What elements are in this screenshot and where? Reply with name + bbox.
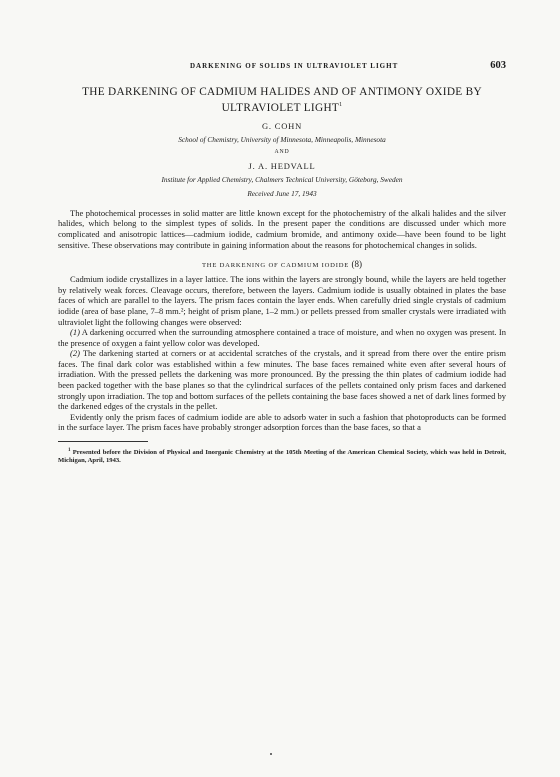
- item-1-text: A darkening occurred when the surrounding atmosphere contained a trace of moisture, and when no oxygen was present. In the presence of oxygen a faint yellow color was developed.: [58, 327, 506, 348]
- footnote-marker: 1: [68, 448, 71, 454]
- author-conjunction: AND: [274, 148, 290, 155]
- footnote-text: Presented before the Division of Physical and Inorganic Chemistry at the 105th Meeting of the American Chemical Society, which was held in Detroit, Michigan, April, 1943.: [58, 449, 506, 465]
- article-title-text: THE DARKENING OF CADMIUM HALIDES AND OF ANTIMONY OXIDE BY ULTRAVIOLET LIGHT: [82, 86, 482, 114]
- affiliation-2: Institute for Applied Chemistry, Chalmers Technical University, Göteborg, Sweden: [161, 174, 403, 184]
- observation-item-1: [58, 327, 506, 348]
- item-2-text: The darkening started at corners or at accidental scratches of the crystals, and it spread from there over the entire prism faces. The final dark color was established within a few minutes. The base faces remained white even after several hours of irradiation. With the pressed pellets the darkening was more pronounced. By the pressing the thin plates of cadmium iodide had been packed together with the base planes so that the cylindrical surfaces of the pellets contained only prism faces and darkened strongly upon irradiation. The top and bottom surfaces of the pellets containing the base faces showed a net of dark lines formed by the darkened edges of the crystals in the pellet.: [58, 348, 506, 412]
- section-heading-text: THE DARKENING OF CADMIUM IODIDE: [201, 262, 350, 270]
- body-paragraph-1: Cadmium iodide crystallizes in a layer lattice. The ions within the layers are strongly bound, while the layers are held together by relatively weak forces. Cleavage occurs, therefore, between the layers. Cadmium iodide is usually obtained in plates the base faces of which are parallel to the layers. The prism faces contain the layer ends. When carefully dried single crystals of cadmium iodide (area of base plane, 7–8 mm.²; height of prism plane, 1–2 mm.) or pellets pressed from smaller crystals were irradiated with ultraviolet light the following changes were observed:: [58, 274, 506, 327]
- section-heading: [58, 259, 506, 269]
- page-speck: [270, 753, 272, 755]
- article-title: [58, 86, 506, 115]
- footnote-rule: [58, 441, 148, 442]
- section-reference: (8): [351, 259, 363, 270]
- item-2-number: (2): [70, 348, 80, 359]
- author-1: G. COHN: [261, 120, 303, 131]
- body-paragraph-last: Evidently only the prism faces of cadmium iodide are able to adsorb water in such a fashion that photoproducts can be formed in the surface layer. The prism faces have probably stronger adsorption forces than the base faces, so that a: [58, 411, 506, 433]
- affiliation-1: School of Chemistry, University of Minnesota, Minneapolis, Minnesota: [178, 134, 386, 144]
- page-number: 603: [490, 60, 506, 71]
- footnote: [58, 447, 506, 466]
- running-head: [58, 60, 506, 74]
- observation-item-2: [58, 348, 506, 412]
- running-title: DARKENING OF SOLIDS IN ULTRAVIOLET LIGHT: [190, 62, 399, 70]
- title-footnote-marker: 1: [339, 102, 343, 108]
- received-date: Received June 17, 1943: [247, 188, 317, 198]
- text-column: [58, 60, 506, 466]
- item-1-number: (1): [70, 327, 80, 338]
- author-2: J. A. HEDVALL: [248, 160, 316, 171]
- intro-paragraph: The photochemical processes in solid matter are little known except for the photochemistry of the alkali halides and the silver halides, which belong to the simplest types of solids. In the present paper the conditions are discussed under which more complicated and anisotropic lattices—cadmium iodide, cadmium bromide, and antimony oxide—have been found to be light sensitive. These observations may contribute in gaining information about the reasons for photochemical changes in solids.: [58, 207, 506, 250]
